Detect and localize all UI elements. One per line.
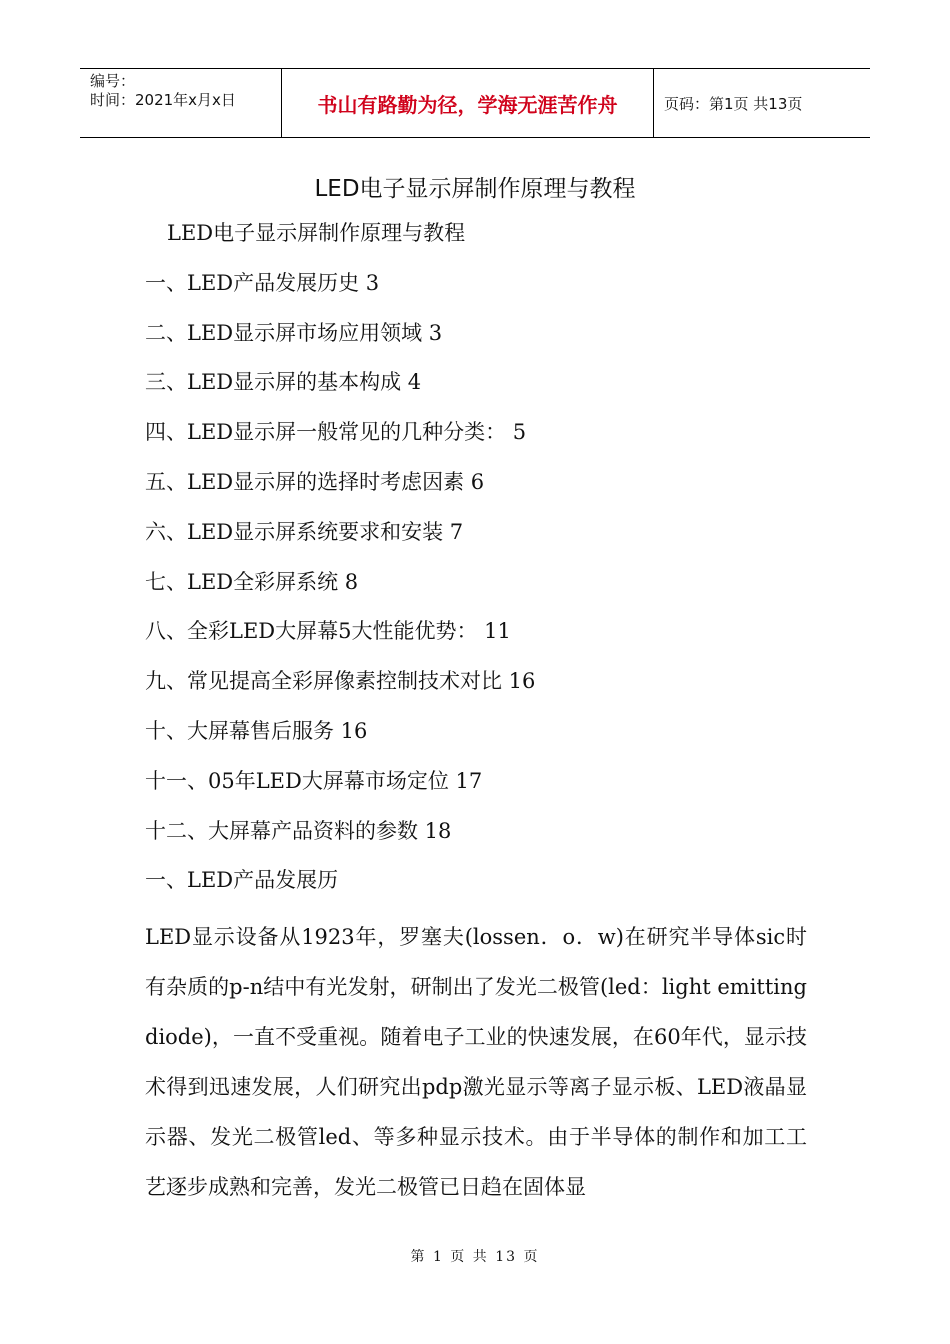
toc-line: 五、LED显示屏的选择时考虑因素 6 [145,469,485,494]
page-info: 页码：第1页 共13页 [664,94,803,113]
toc-line: 四、LED显示屏一般常见的几种分类： 5 [145,420,527,445]
document-title: LED电子显示屏制作原理与教程 [314,176,636,202]
motto-text: 书山有路勤为径，学海无涯苦作舟 [317,92,618,117]
header-meta-cell [80,69,282,137]
page-footer: 第 1 页 共 13 页 [410,1249,540,1265]
toc-line: 十、大屏幕售后服务 16 [145,718,368,743]
toc-line: 一、LED产品发展历史 3 [145,270,380,295]
code-label: 编号： [90,72,136,90]
toc-line: 十一、05年LED大屏幕市场定位 17 [145,768,483,793]
page-header [80,68,870,138]
section-heading: 一、LED产品发展历 [145,868,339,893]
header-page-cell [654,69,870,137]
toc-line: 八、全彩LED大屏幕5大性能优势： 11 [145,619,511,644]
toc-line: 九、常见提高全彩屏像素控制技术对比 16 [145,669,536,694]
toc-line: 二、LED显示屏市场应用领域 3 [145,320,443,345]
toc-line: 三、LED显示屏的基本构成 4 [145,370,422,395]
time-label: 时间：2021年x月x日 [90,91,236,109]
toc-line: 七、LED全彩屏系统 8 [145,569,359,594]
table-of-contents [145,214,805,911]
toc-line: LED电子显示屏制作原理与教程 [167,221,466,245]
toc-line: 十二、大屏幕产品资料的参数 18 [145,818,452,843]
body-paragraph: LED显示设备从1923年，罗塞夫(lossen．o．w)在研究半导体sic时有杂质的p-n结中有光发射，研制出了发光二极管(led：light emitting diode)，一直不受重视。随着电子工业的快速发展，在60年代，显示技术得到迅速发展，人们研究出pdp激光显示等离子显示板、LED液晶显示器、发光二极管led、等多种显示技术。由于半导体的制作和加工工艺逐步成熟和完善，发光二极管已日趋在固体显 [145,925,807,1199]
toc-line: 六、LED显示屏系统要求和安装 7 [145,519,464,544]
header-motto-cell [282,69,654,137]
